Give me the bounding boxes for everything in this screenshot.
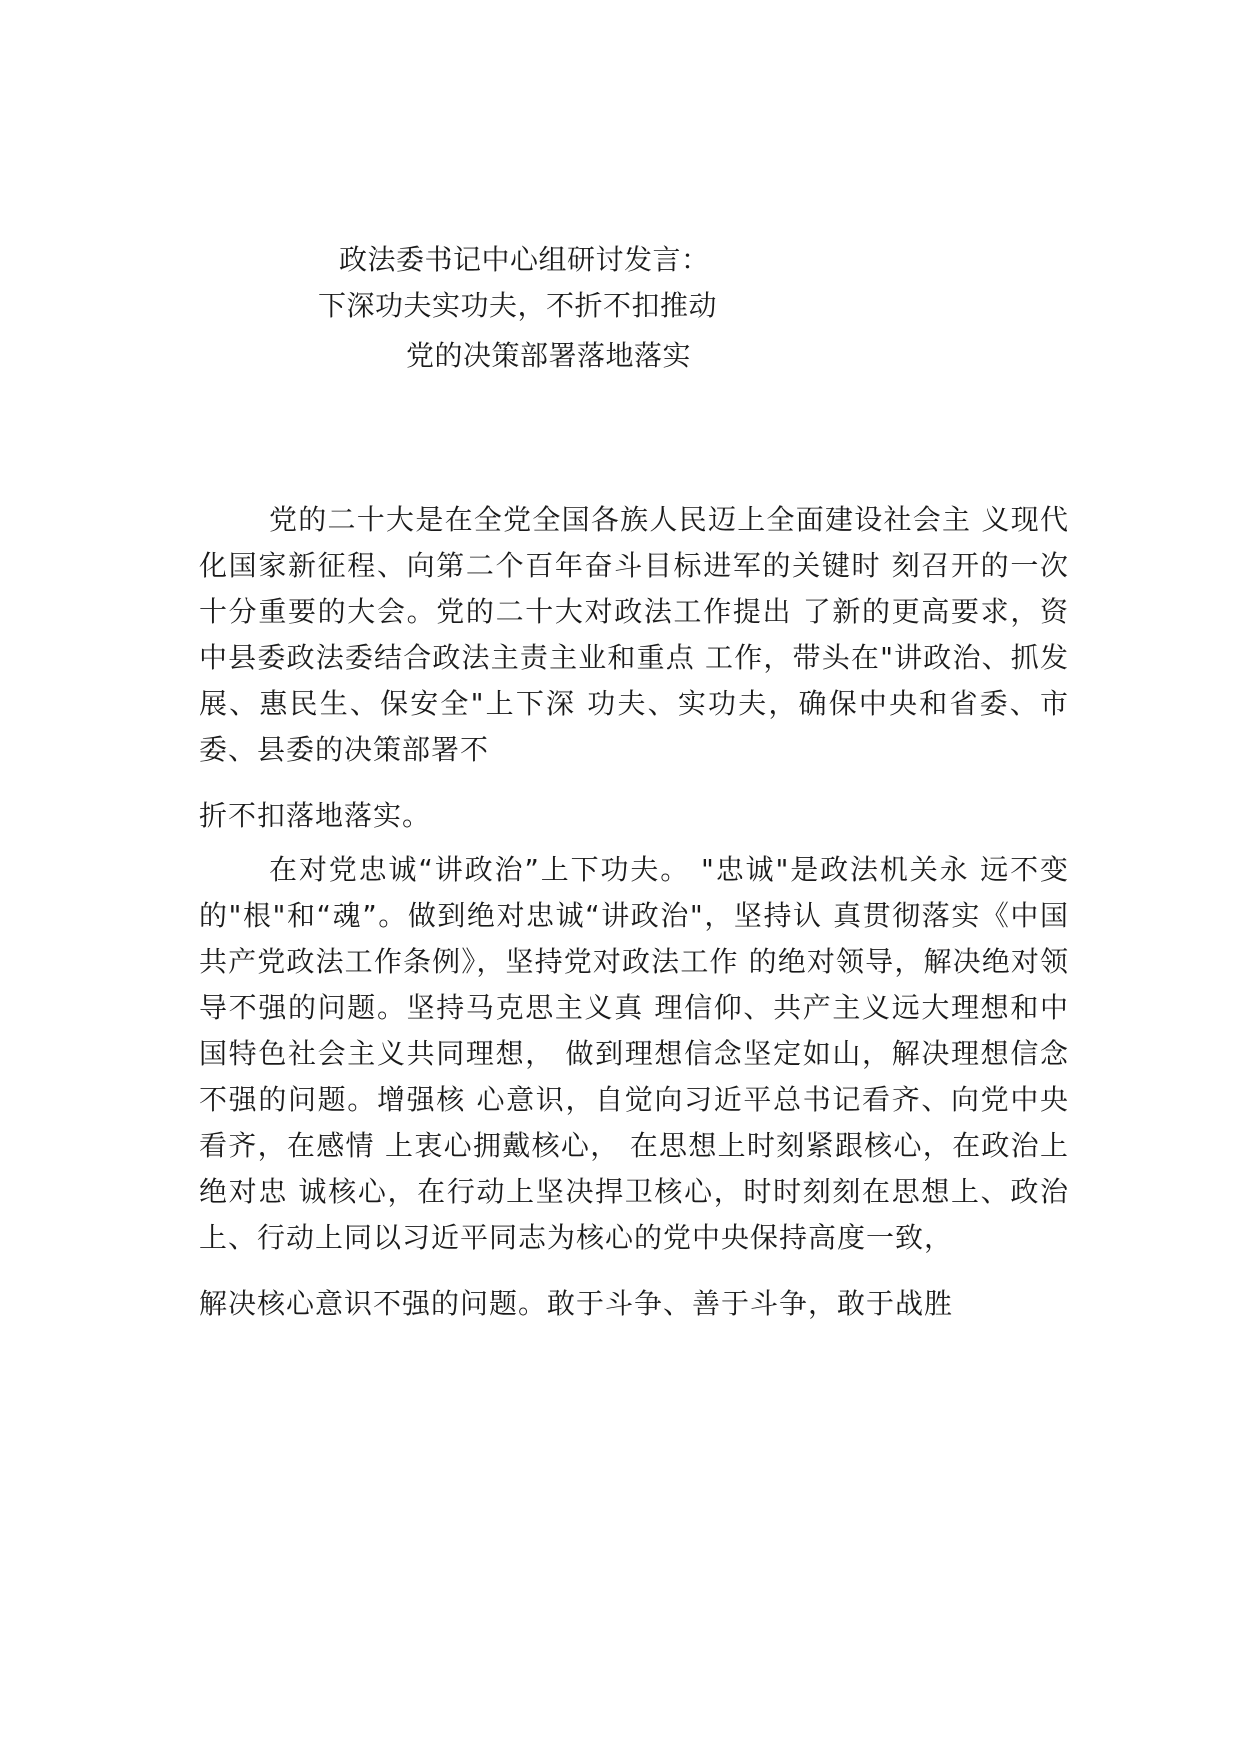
title-line-1: 政法委书记中心组研讨发言： xyxy=(339,243,710,276)
paragraph-1: 党的二十大是在全党全国各族人民迈上全面建设社会主 义现代化国家新征程、向第二个百年奋斗目标进军的关键时 刻召开的一次十分重要的大会。党的二十大对政法工作提出 了新的更高要求，资中县委政法委结合政法主责主业和重点 工作，带头在"讲政治、抓发展、惠民生、保安全"上下深 功夫、实功夫，确保中央和省委、市委、县委的决策部署不 xyxy=(199,503,1069,766)
title-line-3: 党的决策部署落地落实 xyxy=(406,339,692,372)
paragraph-2: 折不扣落地落实。 xyxy=(199,799,432,832)
paragraph-4: 解决核心意识不强的问题。敢于斗争、善于斗争，敢于战胜 xyxy=(199,1287,954,1320)
document-body xyxy=(199,497,1069,1327)
title-line-2: 下深功夫实功夫，不折不扣推动 xyxy=(318,289,718,322)
paragraph-3: 在对党忠诚“讲政治”上下功夫。 "忠诚"是政法机关永 远不变的"根"和“魂”。做到绝对忠诚“讲政治"，坚持认 真贯彻落实《中国共产党政法工作条例》，坚持党对政法工作 的绝对领导，解决绝对领导不强的问题。坚持马克思主义真 理信仰、共产主义远大理想和中国特色社会主义共同理想， 做到理想信念坚定如山，解决理想信念不强的问题。增强核 心意识，自觉向习近平总书记看齐、向党中央看齐，在感情 上衷心拥戴核心， 在思想上时刻紧跟核心，在政治上绝对忠 诚核心，在行动上坚决捍卫核心，时时刻刻在思想上、政治 上、行动上同以习近平同志为核心的党中央保持高度一致， xyxy=(199,853,1069,1254)
